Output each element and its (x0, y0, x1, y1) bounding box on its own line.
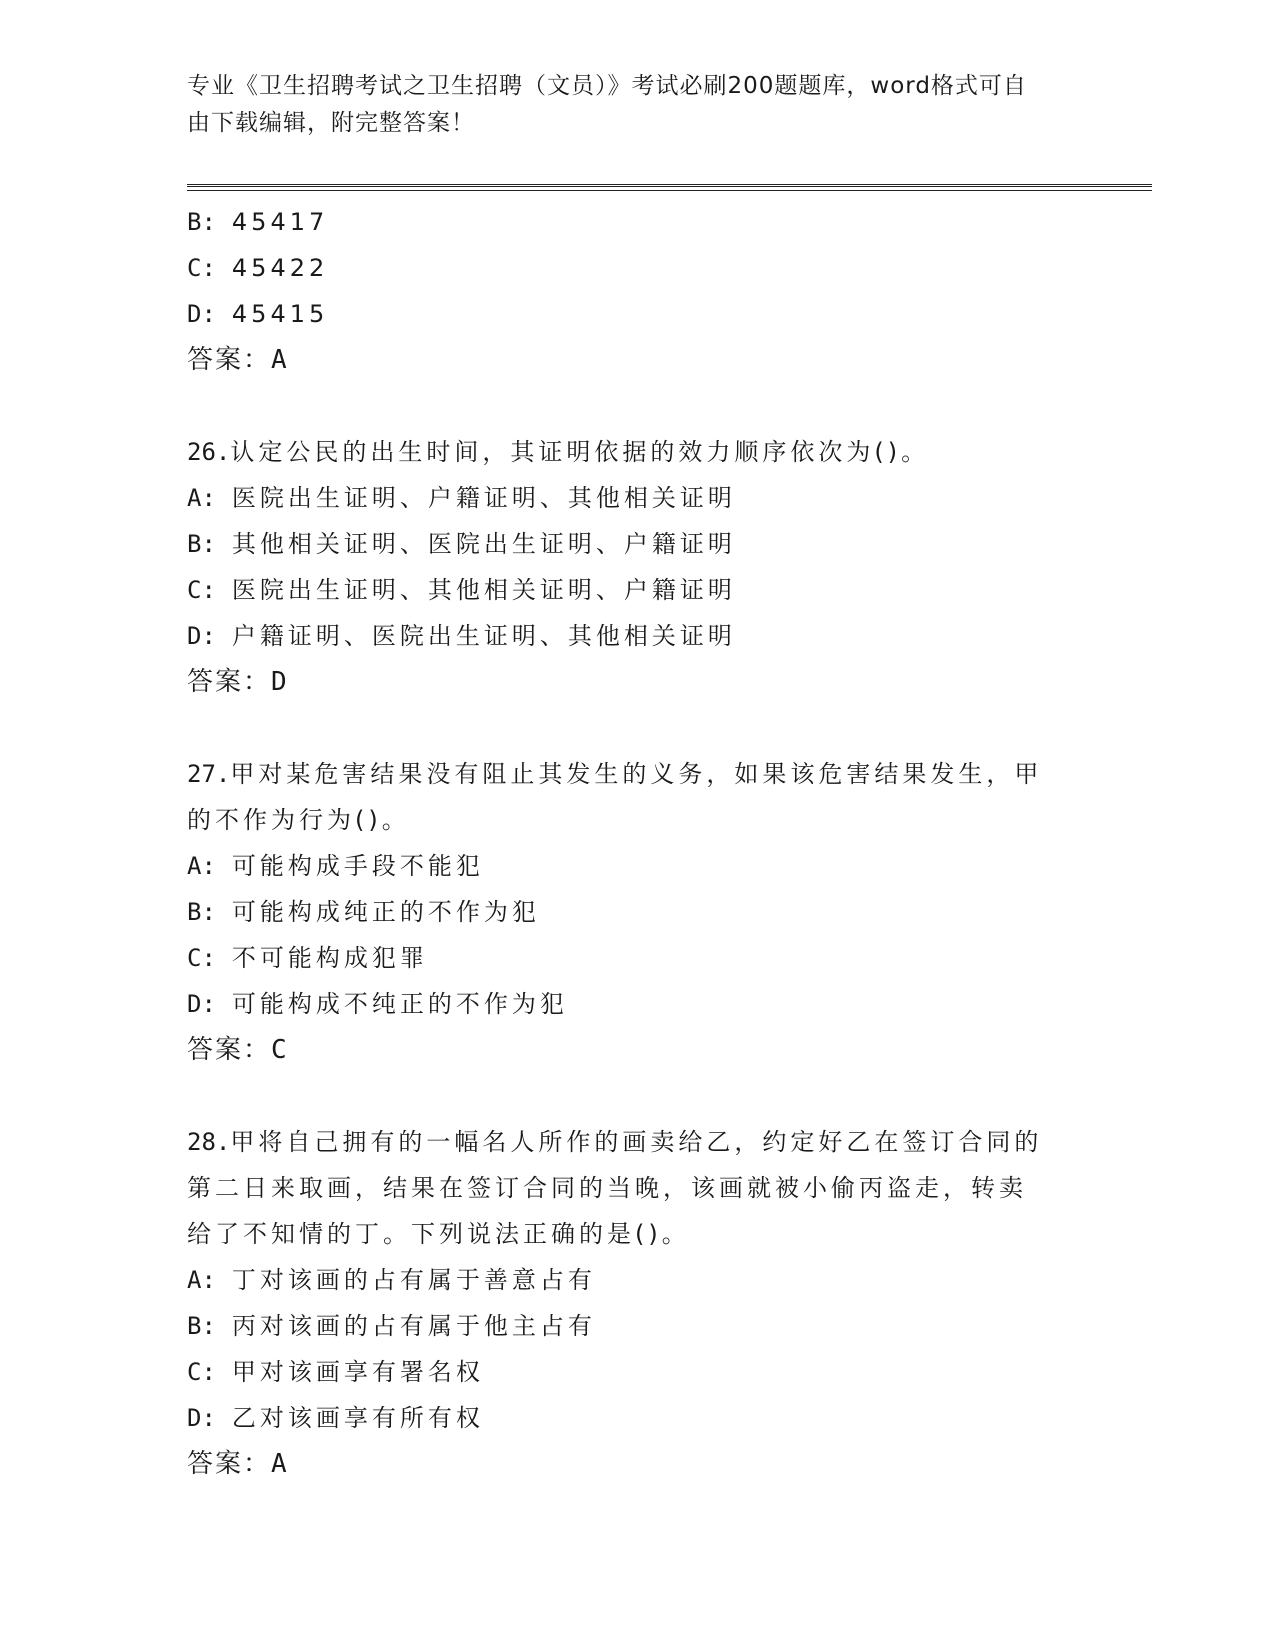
option-c: C: 医院出生证明、其他相关证明、户籍证明 (187, 576, 736, 604)
option-b: B: 丙对该画的占有属于他主占有 (187, 1312, 596, 1340)
option-b: B: 45417 (187, 208, 329, 236)
option-d: D: 可能构成不纯正的不作为犯 (187, 990, 568, 1018)
question-stem-line: 第二日来取画，结果在签订合同的当晚，该画就被小偷丙盗走，转卖 (187, 1174, 1027, 1202)
option-c: C: 甲对该画享有署名权 (187, 1358, 484, 1386)
question-stem-line: 27.甲对某危害结果没有阻止其发生的义务，如果该危害结果发生，甲 (187, 760, 1043, 788)
question-stem-line: 26.认定公民的出生时间，其证明依据的效力顺序依次为()。 (187, 438, 930, 466)
option-d: D: 乙对该画享有所有权 (187, 1404, 484, 1432)
question-stem-line: 28.甲将自己拥有的一幅名人所作的画卖给乙，约定好乙在签订合同的 (187, 1128, 1043, 1156)
option-d: D: 45415 (187, 300, 329, 328)
document-header-line-1: 专业《卫生招聘考试之卫生招聘（文员）》考试必刷200题题库，word格式可自 (187, 73, 1027, 99)
document-page (187, 68, 1157, 1487)
option-d: D: 户籍证明、医院出生证明、其他相关证明 (187, 622, 736, 650)
question-stem-line: 的不作为行为()。 (187, 806, 410, 834)
question-25-tail (187, 199, 1157, 383)
option-a: A: 可能构成手段不能犯 (187, 852, 484, 880)
header-divider (187, 184, 1152, 191)
answer-line: 答案：C (187, 1035, 289, 1065)
answer-line: 答案：D (187, 667, 289, 697)
answer-line: 答案：A (187, 1449, 289, 1479)
option-c: C: 不可能构成犯罪 (187, 944, 428, 972)
option-b: B: 其他相关证明、医院出生证明、户籍证明 (187, 530, 736, 558)
question-26 (187, 429, 1157, 705)
question-27 (187, 751, 1157, 1073)
question-28 (187, 1119, 1157, 1487)
option-b: B: 可能构成纯正的不作为犯 (187, 898, 540, 926)
option-a: A: 丁对该画的占有属于善意占有 (187, 1266, 596, 1294)
document-header-line-2: 由下载编辑，附完整答案！ (187, 110, 475, 136)
question-stem-line: 给了不知情的丁。下列说法正确的是()。 (187, 1220, 690, 1248)
answer-line: 答案：A (187, 345, 289, 375)
option-a: A: 医院出生证明、户籍证明、其他相关证明 (187, 484, 736, 512)
option-c: C: 45422 (187, 254, 329, 282)
